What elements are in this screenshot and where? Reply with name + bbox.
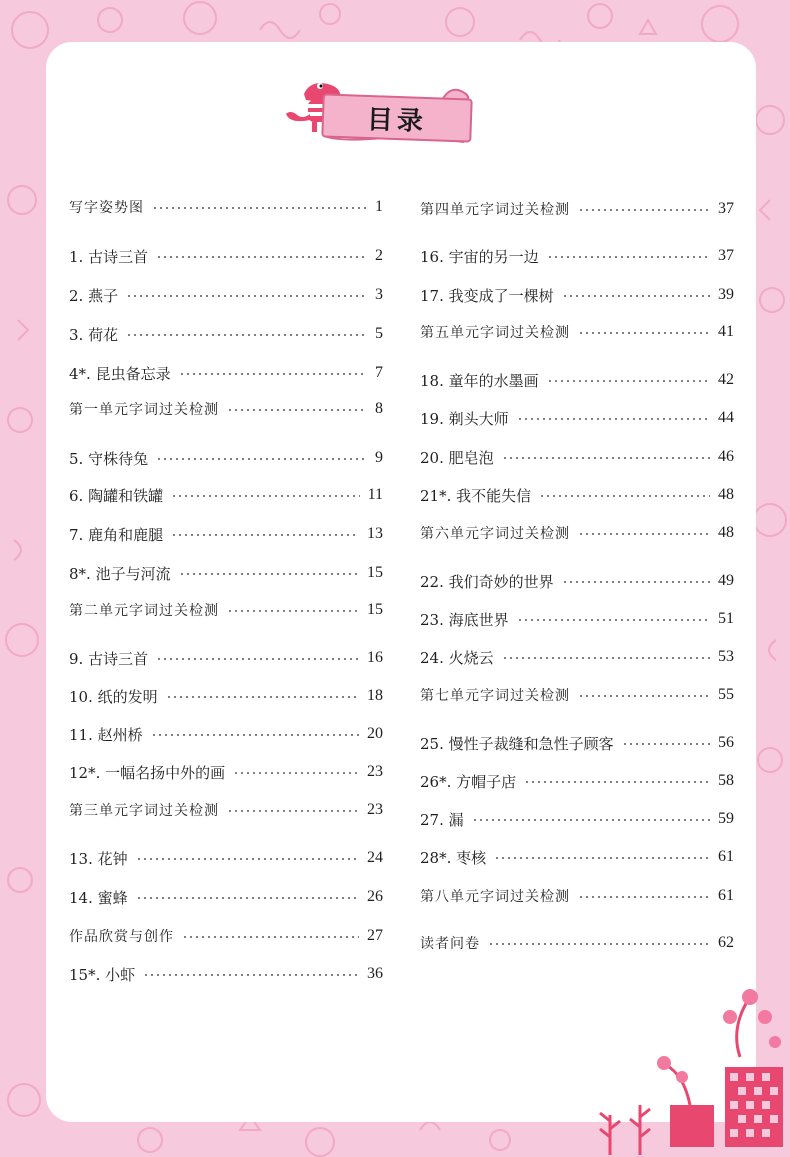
dot-leader [136, 897, 359, 899]
toc-entry[interactable] [69, 321, 383, 347]
dot-leader [578, 695, 710, 697]
flower-pot-icon [590, 987, 790, 1157]
dot-leader [578, 896, 710, 898]
entry-title: 第一单元字词过关检测 [69, 402, 219, 418]
entry-page: 8 [375, 400, 383, 417]
entry-page: 23 [367, 801, 383, 818]
entry-title: 10. 纸的发明 [69, 687, 158, 706]
toc-entry[interactable] [69, 360, 383, 386]
dot-leader [502, 457, 710, 459]
toc-entry[interactable] [69, 884, 383, 910]
toc-entry[interactable] [420, 768, 734, 794]
entry-title: 28*. 枣核 [420, 848, 487, 867]
toc-entry[interactable] [420, 644, 734, 670]
dot-leader [562, 581, 710, 583]
dot-leader [547, 256, 710, 258]
entry-page: 23 [367, 763, 383, 780]
entry-title: 14. 蜜蜂 [69, 888, 128, 907]
entry-page: 48 [718, 486, 734, 503]
dot-leader [136, 858, 359, 860]
entry-page: 7 [375, 364, 383, 381]
toc-entry[interactable] [69, 759, 383, 785]
dot-leader [156, 256, 367, 258]
entry-page: 24 [367, 849, 383, 866]
dot-leader [547, 380, 710, 382]
entry-title: 19. 剃头大师 [420, 409, 509, 428]
toc-entry[interactable] [420, 930, 734, 956]
toc-entry[interactable] [69, 845, 383, 871]
entry-page: 15 [367, 564, 383, 581]
dot-leader [233, 772, 359, 774]
entry-page: 13 [367, 525, 383, 542]
entry-page: 58 [718, 772, 734, 789]
dot-leader [622, 743, 710, 745]
toc-entry[interactable] [69, 923, 383, 949]
dot-leader [578, 533, 710, 535]
toc-entry[interactable] [69, 597, 383, 623]
entry-title: 25. 慢性子裁缝和急性子顾客 [420, 734, 614, 753]
dot-leader [517, 619, 710, 621]
toc-entry[interactable] [420, 730, 734, 756]
entry-page: 55 [718, 686, 734, 703]
entry-page: 18 [367, 687, 383, 704]
entry-page: 3 [375, 286, 383, 303]
dot-leader [179, 373, 367, 375]
entry-title: 11. 赵州桥 [69, 725, 143, 744]
toc-entry[interactable] [69, 445, 383, 471]
entry-title: 第四单元字词过关检测 [420, 202, 570, 218]
entry-title: 22. 我们奇妙的世界 [420, 572, 554, 591]
dot-leader [171, 534, 359, 536]
entry-title: 作品欣赏与创作 [69, 929, 174, 945]
entry-title: 3. 荷花 [69, 325, 119, 344]
dot-leader [182, 936, 359, 938]
entry-page: 46 [718, 448, 734, 465]
entry-title: 20. 肥皂泡 [420, 448, 494, 467]
dot-leader [517, 418, 710, 420]
toc-entry[interactable] [420, 682, 734, 708]
entry-title: 12*. 一幅名扬中外的画 [69, 763, 226, 782]
title-scroll [321, 93, 472, 142]
entry-title: 24. 火烧云 [420, 648, 494, 667]
entry-page: 37 [718, 247, 734, 264]
entry-page: 5 [375, 325, 383, 342]
entry-page: 41 [718, 323, 734, 340]
entry-page: 48 [718, 524, 734, 541]
title-banner [280, 74, 480, 156]
dot-leader [152, 207, 367, 209]
entry-title: 27. 漏 [420, 810, 464, 829]
dot-leader [472, 819, 710, 821]
dot-leader [494, 857, 710, 859]
toc-entry[interactable] [69, 521, 383, 547]
toc-entry[interactable] [69, 396, 383, 422]
entry-page: 1 [375, 198, 383, 215]
entry-title: 2. 燕子 [69, 286, 119, 305]
entry-page: 20 [367, 725, 383, 742]
entry-page: 53 [718, 648, 734, 665]
entry-title: 4*. 昆虫备忘录 [69, 364, 171, 383]
entry-title: 读者问卷 [420, 936, 480, 952]
entry-title: 6. 陶罐和铁罐 [69, 486, 164, 505]
entry-title: 9. 古诗三首 [69, 649, 149, 668]
toc-entry[interactable] [420, 482, 734, 508]
dot-leader [562, 295, 710, 297]
entry-title: 7. 鹿角和鹿腿 [69, 525, 164, 544]
entry-page: 37 [718, 200, 734, 217]
dot-leader [156, 458, 367, 460]
dot-leader [156, 658, 359, 660]
dot-leader [578, 209, 710, 211]
entry-page: 61 [718, 848, 734, 865]
entry-title: 第七单元字词过关检测 [420, 688, 570, 704]
page-title: 目录 [366, 104, 428, 138]
entry-page: 59 [718, 810, 734, 827]
dot-leader [143, 974, 359, 976]
entry-title: 第六单元字词过关检测 [420, 526, 570, 542]
entry-title: 23. 海底世界 [420, 610, 509, 629]
dot-leader [488, 943, 710, 945]
toc-entry[interactable] [420, 405, 734, 431]
entry-page: 27 [367, 927, 383, 944]
toc-entry[interactable] [420, 282, 734, 308]
dot-leader [166, 696, 359, 698]
entry-page: 51 [718, 610, 734, 627]
toc-entry[interactable] [420, 520, 734, 546]
entry-title: 1. 古诗三首 [69, 247, 149, 266]
toc-entry[interactable] [420, 883, 734, 909]
dot-leader [227, 610, 359, 612]
entry-title: 21*. 我不能失信 [420, 486, 532, 505]
entry-page: 26 [367, 888, 383, 905]
dot-leader [524, 781, 710, 783]
toc-entry[interactable] [69, 194, 383, 220]
dot-leader [126, 295, 367, 297]
entry-title: 13. 花钟 [69, 849, 128, 868]
toc-entry[interactable] [69, 645, 383, 671]
dot-leader [126, 334, 367, 336]
toc-entry[interactable] [420, 319, 734, 345]
entry-page: 44 [718, 409, 734, 426]
entry-page: 42 [718, 371, 734, 388]
dot-leader [227, 810, 359, 812]
entry-page: 49 [718, 572, 734, 589]
toc-entry[interactable] [69, 560, 383, 586]
entry-title: 15*. 小虾 [69, 965, 136, 984]
toc-entry[interactable] [420, 844, 734, 870]
toc-entry[interactable] [420, 444, 734, 470]
entry-page: 39 [718, 286, 734, 303]
dot-leader [171, 495, 360, 497]
entry-title: 26*. 方帽子店 [420, 772, 517, 791]
entry-page: 56 [718, 734, 734, 751]
entry-page: 11 [367, 486, 383, 503]
dot-leader [502, 657, 710, 659]
toc-entry[interactable] [420, 243, 734, 269]
dot-leader [179, 573, 359, 575]
entry-page: 16 [367, 649, 383, 666]
entry-title: 写字姿势图 [69, 200, 144, 216]
entry-title: 第三单元字词过关检测 [69, 803, 219, 819]
entry-title: 18. 童年的水墨画 [420, 371, 539, 390]
entry-title: 17. 我变成了一棵树 [420, 286, 554, 305]
entry-title: 16. 宇宙的另一边 [420, 247, 539, 266]
entry-title: 8*. 池子与河流 [69, 564, 171, 583]
toc-entry[interactable] [69, 282, 383, 308]
dot-leader [227, 409, 367, 411]
dot-leader [151, 734, 359, 736]
toc-entry[interactable] [69, 683, 383, 709]
entry-page: 9 [375, 449, 383, 466]
entry-title: 第八单元字词过关检测 [420, 889, 570, 905]
toc-entry[interactable] [69, 482, 383, 508]
entry-page: 36 [367, 965, 383, 982]
entry-title: 第二单元字词过关检测 [69, 603, 219, 619]
entry-page: 61 [718, 887, 734, 904]
toc-entry[interactable] [69, 797, 383, 823]
toc-entry[interactable] [420, 806, 734, 832]
toc-entry[interactable] [420, 606, 734, 632]
toc-entry[interactable] [69, 721, 383, 747]
entry-title: 第五单元字词过关检测 [420, 325, 570, 341]
toc-entry[interactable] [69, 961, 383, 987]
toc-entry[interactable] [420, 196, 734, 222]
dot-leader [578, 332, 710, 334]
entry-title: 5. 守株待兔 [69, 449, 149, 468]
entry-page: 15 [367, 601, 383, 618]
dot-leader [539, 495, 710, 497]
entry-page: 62 [718, 934, 734, 951]
entry-page: 2 [375, 247, 383, 264]
toc-entry[interactable] [420, 568, 734, 594]
toc-entry[interactable] [420, 367, 734, 393]
toc-entry[interactable] [69, 243, 383, 269]
